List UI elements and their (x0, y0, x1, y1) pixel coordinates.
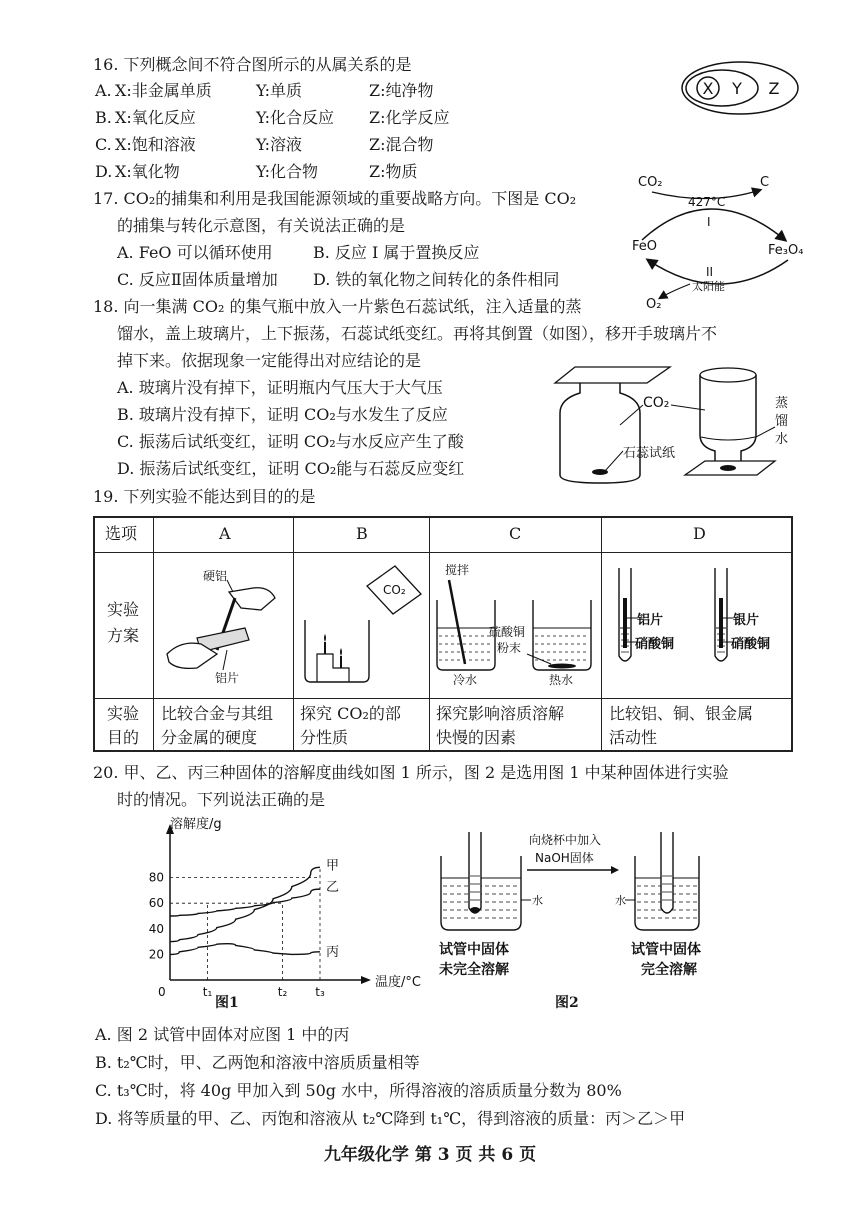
q16-option-c-x: X:饱和溶液 (115, 135, 196, 154)
hard-al-leader (227, 580, 233, 592)
inverted-bottle-top (700, 368, 756, 382)
c-label: C (760, 175, 770, 190)
q18-stem-line1: 18. 向一集满 CO₂ 的集气瓶中放入一片紫色石蕊试纸，注入适量的蒸 (93, 297, 582, 316)
table-col-rule-3 (429, 518, 430, 750)
table-rule-1 (95, 552, 791, 553)
table-col-rule-4 (601, 518, 602, 750)
solubility-chart (140, 818, 430, 1018)
cuso4-label-2: 粉末 (497, 641, 522, 655)
q16-nested-set-diagram (680, 60, 800, 116)
table-col-rule-2 (293, 518, 294, 750)
q16-option-c-z: Z:混合物 (369, 135, 434, 154)
origin-label: 0 (158, 985, 166, 999)
silver-label: 银片 (733, 613, 760, 628)
series-label-3: 丙 (326, 944, 340, 960)
hot-water-hatch (535, 636, 589, 660)
arrow-label-2: NaOH固体 (535, 851, 594, 865)
co2-label: CO₂ (643, 395, 670, 411)
aluminum-sheet-label: 铝片 (215, 671, 240, 685)
beaker-b (305, 620, 369, 682)
silver-strip (719, 598, 723, 648)
x-axis-label: 温度/°C (375, 975, 421, 990)
q20-option-c: C. t₃℃时，将 40g 甲加入到 50g 水中，所得溶液的溶质质量分数为 80% (95, 1081, 622, 1100)
q16-option-d-y: Y:化合物 (256, 162, 318, 181)
q16-option-a-y: Y:单质 (256, 81, 302, 100)
q18-stem-line2: 馏水，盖上玻璃片，上下振荡，石蕊试纸变红。再将其倒置（如图），移开手玻璃片不 (117, 324, 718, 343)
header-b: B (356, 524, 368, 543)
row1-label-1: 实验 (107, 600, 140, 619)
q17-option-b: B. 反应 I 属于置换反应 (313, 243, 480, 262)
upper-flame (324, 634, 326, 642)
co2-label: CO₂ (638, 175, 663, 190)
hot-beaker (533, 600, 591, 670)
q20-stem-line1: 20. 甲、乙、丙三种固体的溶解度曲线如图 1 所示，图 2 是选用图 1 中某种固体进行实验 (93, 763, 729, 782)
q18-stem-line3: 掉下来。依据现象一定能得出对应结论的是 (117, 351, 422, 370)
reaction-1-label: I (707, 215, 711, 229)
glass-plate (555, 367, 670, 383)
q17-conversion-diagram (620, 168, 810, 312)
co2-bottle-label: CO₂ (383, 583, 406, 597)
table-rule-2 (95, 698, 791, 699)
aluminum-strip (623, 598, 627, 648)
purpose-c-2: 快慢的因素 (436, 728, 517, 747)
paper-leader (605, 451, 623, 471)
q18-option-c: C. 振荡后试纸变红，证明 CO₂与水反应产生了酸 (117, 432, 464, 451)
q20-stem-line2: 时的情况。下列说法正确的是 (117, 790, 326, 809)
q16-option-a-label: A. (95, 81, 112, 100)
header-option: 选项 (105, 524, 138, 543)
purpose-b-1: 探究 CO₂的部 (300, 704, 401, 723)
temp-label: 427°C (688, 195, 726, 209)
lower-flame (340, 648, 342, 656)
water-surface (701, 437, 755, 440)
q18-option-b: B. 玻璃片没有掉下，证明 CO₂与水发生了反应 (117, 405, 448, 424)
row2-label-2: 目的 (107, 728, 140, 747)
undissolved-solid (470, 907, 480, 913)
header-c: C (509, 524, 522, 543)
header-a: A (219, 524, 231, 543)
right-tube (661, 832, 673, 913)
q17-stem-line1: 17. CO₂的捕集和利用是我国能源领域的重要战略方向。下图是 CO₂ (93, 189, 577, 208)
left-tube (469, 832, 481, 913)
cold-water-label: 冷水 (453, 673, 478, 687)
q16-option-d-z: Z:物质 (369, 162, 418, 181)
purpose-a-1: 比较合金与其组 (161, 704, 274, 723)
q20-option-a: A. 图 2 试管中固体对应图 1 中的丙 (95, 1025, 350, 1044)
purpose-c-1: 探究影响溶质溶解 (436, 704, 565, 723)
purpose-b-2: 分性质 (300, 728, 349, 747)
q16-option-d-label: D. (95, 162, 113, 181)
y-tick-label: 20 (148, 947, 164, 962)
purpose-d-1: 比较铝、铜、银金属 (609, 704, 754, 723)
y-tick-label: 60 (148, 896, 164, 911)
y-tick-label: 80 (148, 870, 164, 885)
q16-option-b-z: Z:化学反应 (369, 108, 450, 127)
x-tick-label: t₂ (277, 985, 288, 999)
scheme-b-candles-drawing (297, 558, 427, 694)
litmus-paper-label: 石蕊试纸 (623, 446, 676, 461)
scheme-d-tubes-drawing (603, 558, 793, 694)
o2-label: O₂ (646, 297, 662, 312)
water-leader (756, 427, 775, 437)
series-line-1 (170, 867, 320, 941)
row1-label-2: 方案 (107, 626, 140, 645)
powder-leader (527, 654, 551, 664)
page-footer: 九年级化学 第 3 页 共 6 页 (323, 1145, 537, 1165)
q16-option-a-z: Z:纯净物 (369, 81, 434, 100)
fig1-caption: 图1 (215, 995, 239, 1011)
q16-option-c-label: C. (95, 135, 112, 154)
hot-water-label: 热水 (549, 673, 574, 687)
q17-option-d: D. 铁的氧化物之间转化的条件相同 (313, 270, 560, 289)
x-tick-label: t₃ (315, 985, 325, 999)
o2-release-arrow (660, 284, 690, 298)
left-caption-2: 未完全溶解 (439, 962, 509, 978)
fe3o4-label: Fe₃O₄ (768, 243, 804, 258)
al-sheet-leader (223, 650, 227, 670)
stirring-rod (449, 580, 465, 664)
aluminum-label: 铝片 (637, 613, 664, 628)
q18-option-a: A. 玻璃片没有掉下，证明瓶内气压大于大气压 (117, 378, 443, 397)
series-line-3 (170, 944, 320, 955)
q20-option-d: D. 将等质量的甲、乙、丙饱和溶液从 t₂℃降到 t₁℃，得到溶液的质量：丙＞乙＞甲 (95, 1109, 686, 1128)
q16-option-d-x: X:氧化物 (115, 162, 180, 181)
water-label-2: 馏 (775, 414, 789, 429)
water-label-1: 蒸 (775, 396, 789, 411)
upright-bottle (560, 383, 640, 483)
right-caption-2: 完全溶解 (641, 962, 697, 978)
table-col-rule-1 (153, 518, 154, 750)
q17-option-a: A. FeO 可以循环使用 (117, 243, 273, 262)
z-label: Z (768, 79, 780, 98)
q18-option-d: D. 振荡后试纸变红，证明 CO₂能与石蕊反应变红 (117, 459, 465, 478)
q17-stem-line2: 的捕集与转化示意图，有关说法正确的是 (117, 216, 406, 235)
purpose-a-2: 分金属的硬度 (161, 728, 258, 747)
header-d: D (693, 524, 706, 543)
solar-energy-label: 太阳能 (692, 280, 725, 293)
reaction-2-label: II (706, 265, 714, 279)
cold-beaker (437, 600, 495, 670)
x-axis-arrow (361, 976, 371, 984)
q16-option-b-x: X:氧化反应 (115, 108, 196, 127)
cold-water-hatch (439, 636, 493, 660)
scheme-c-dissolve-drawing (431, 558, 601, 694)
series-line-2 (170, 889, 320, 916)
q18-gas-bottle-diagram (535, 365, 800, 490)
q16-option-c-y: Y:溶液 (256, 135, 302, 154)
cuso4-powder (548, 664, 576, 669)
step-stand (317, 654, 349, 682)
x-tick-label: t₁ (202, 985, 213, 999)
row2-label-1: 实验 (107, 704, 140, 723)
y-axis-label: 溶解度/g (170, 817, 222, 832)
left-water-label: 水 (532, 894, 543, 907)
hard-aluminum-label: 硬铝 (203, 569, 228, 583)
series-label-1: 甲 (326, 858, 340, 874)
right-caption-1: 试管中固体 (631, 942, 701, 958)
scheme-a-scratch-drawing (157, 558, 291, 694)
q16-option-b-y: Y:化合反应 (256, 108, 334, 127)
q16-stem: 16. 下列概念间不符合图所示的从属关系的是 (93, 55, 412, 74)
litmus-paper-2 (720, 465, 736, 471)
stir-label: 搅拌 (445, 563, 470, 577)
right-water-label: 水 (615, 894, 626, 907)
fig2-experiment-diagram (435, 826, 700, 986)
copper-nitrate-label-2: 硝酸铜 (731, 637, 771, 652)
reaction-1-arrow (642, 209, 785, 240)
fig2-caption: 图2 (555, 995, 579, 1011)
q16-option-a-x: X:非金属单质 (115, 81, 212, 100)
arrow-label-1: 向烧杯中加入 (529, 833, 602, 847)
copper-nitrate-label-1: 硝酸铜 (635, 637, 675, 652)
q19-stem: 19. 下列实验不能达到目的的是 (93, 487, 316, 506)
cuso4-label-1: 硫酸铜 (489, 625, 526, 639)
series-label-2: 乙 (326, 880, 340, 896)
x-label: X (702, 79, 714, 98)
purpose-d-2: 活动性 (609, 728, 658, 747)
y-label: Y (732, 79, 742, 98)
q16-option-b-label: B. (95, 108, 112, 127)
water-label-3: 水 (775, 432, 789, 447)
inverted-bottle-body (700, 375, 756, 461)
q19-experiment-table (93, 516, 793, 752)
y-tick-label: 40 (148, 921, 164, 936)
process-arrowhead (611, 866, 619, 874)
q17-option-c: C. 反应Ⅱ固体质量增加 (117, 270, 278, 289)
left-caption-1: 试管中固体 (439, 942, 509, 958)
q20-option-b: B. t₂℃时，甲、乙两饱和溶液中溶质质量相等 (95, 1053, 420, 1072)
feo-label: FeO (632, 239, 657, 254)
